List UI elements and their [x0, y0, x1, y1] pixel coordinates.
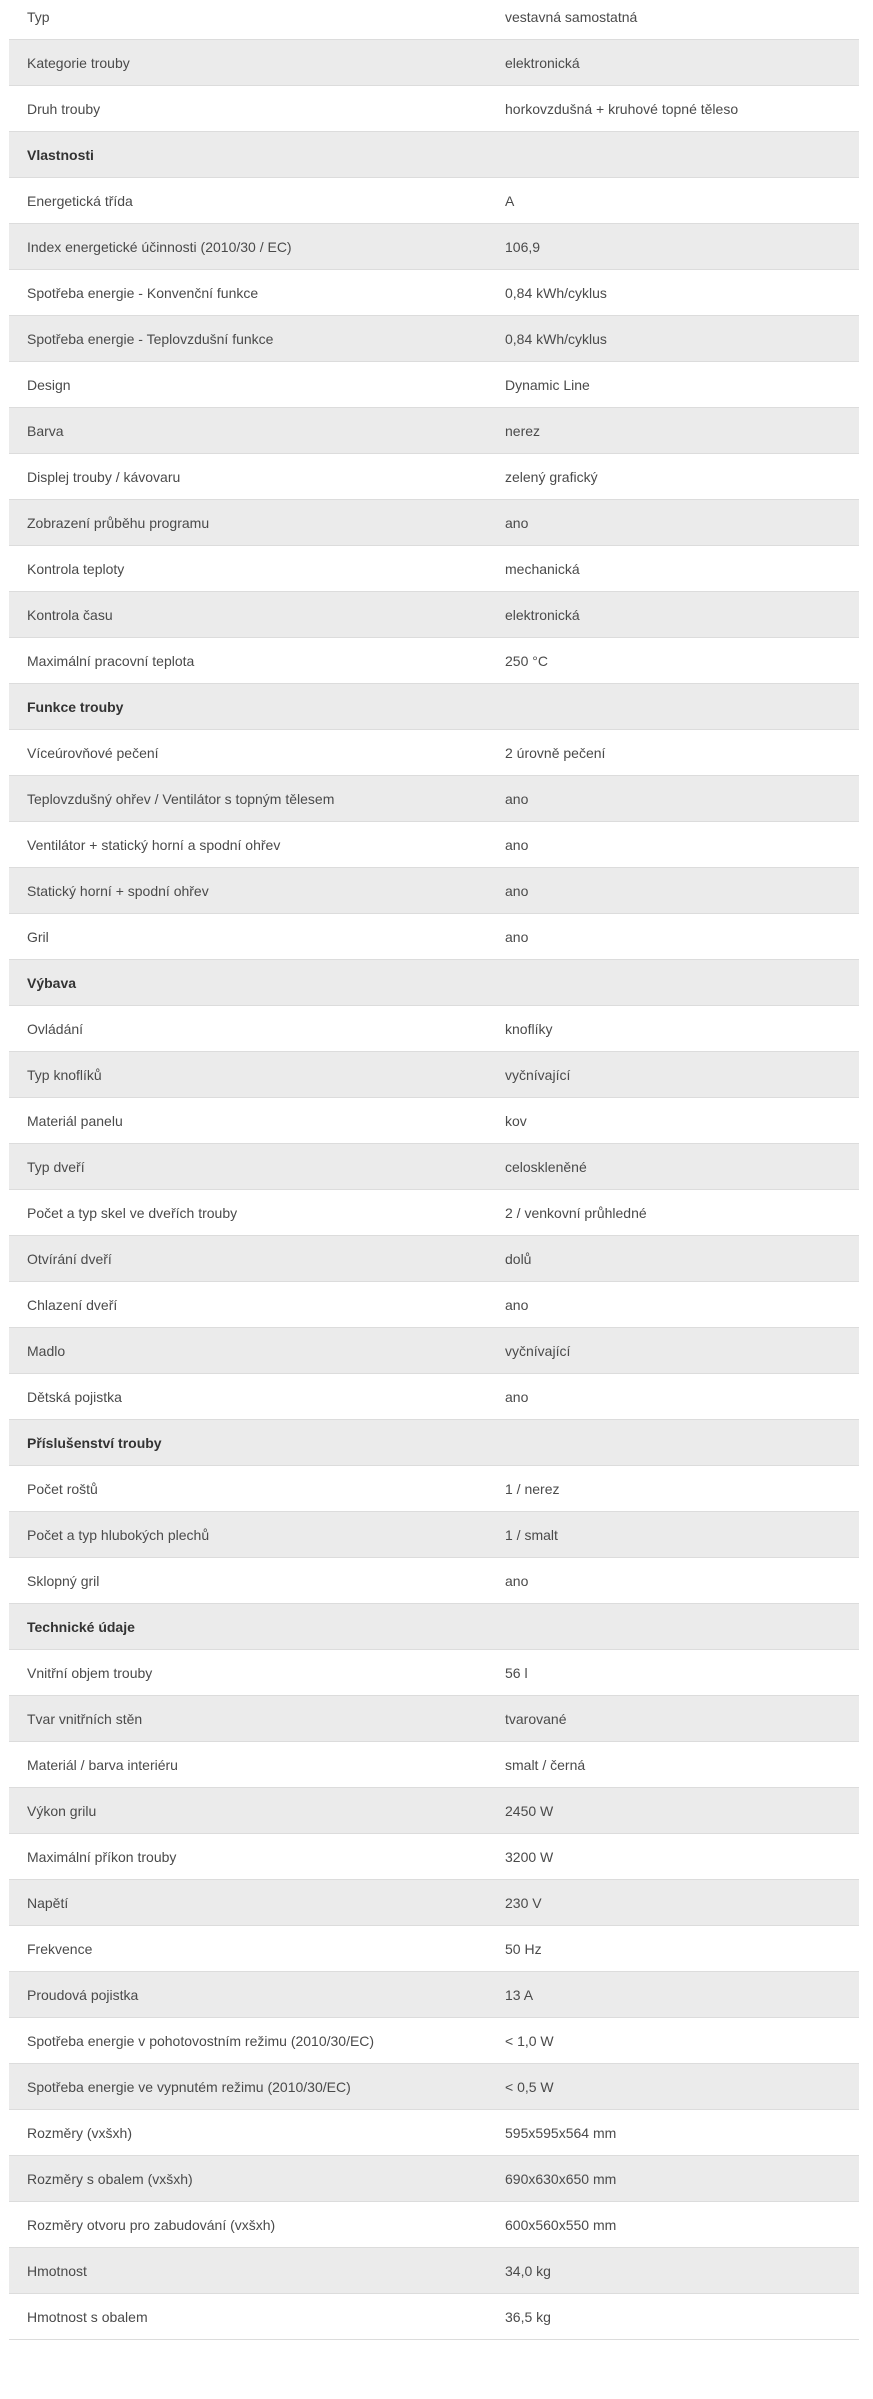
spec-row [9, 316, 859, 362]
spec-row [9, 776, 859, 822]
spec-row [9, 592, 859, 638]
spec-label: Maximální pracovní teplota [27, 652, 195, 669]
spec-value: 34,0 kg [505, 2262, 551, 2279]
spec-row [9, 1190, 859, 1236]
section-title: Technické údaje [27, 1618, 135, 1635]
spec-value: 250 °C [505, 652, 548, 669]
spec-row [9, 2156, 859, 2202]
spec-row [9, 1926, 859, 1972]
spec-label: Energetická třída [27, 192, 133, 209]
spec-value: ano [505, 1296, 529, 1313]
spec-row [9, 1144, 859, 1190]
spec-value: A [505, 192, 515, 209]
spec-row [9, 1650, 859, 1696]
spec-label: Napětí [27, 1894, 69, 1911]
spec-value: 3200 W [505, 1848, 554, 1865]
spec-value: 595x595x564 mm [505, 2124, 617, 2141]
spec-value: 36,5 kg [505, 2308, 551, 2325]
spec-row [9, 2248, 859, 2294]
spec-label: Design [27, 376, 71, 393]
section-header [9, 960, 859, 1006]
spec-label: Otvírání dveří [27, 1250, 112, 1267]
spec-row [9, 1466, 859, 1512]
spec-label: Spotřeba energie v pohotovostním režimu (2010/30/EC) [27, 2032, 375, 2049]
spec-row [9, 1834, 859, 1880]
spec-label: Rozměry otvoru pro zabudování (vxšxh) [27, 2216, 276, 2233]
spec-label: Víceúrovňové pečení [27, 744, 159, 761]
spec-value: ano [505, 514, 529, 531]
spec-row [9, 224, 859, 270]
spec-value: 1 / smalt [505, 1526, 558, 1543]
spec-row [9, 1098, 859, 1144]
section-header [9, 132, 859, 178]
spec-label: Druh trouby [27, 100, 101, 117]
spec-label: Spotřeba energie ve vypnutém režimu (2010/30/EC) [27, 2078, 351, 2095]
spec-value: ano [505, 928, 529, 945]
spec-value: vyčnívající [505, 1342, 571, 1359]
spec-label: Displej trouby / kávovaru [27, 468, 181, 485]
spec-label: Barva [27, 422, 64, 439]
spec-value: Dynamic Line [505, 376, 590, 393]
spec-label: Spotřeba energie - Teplovzdušní funkce [27, 330, 274, 347]
spec-label: Materiál / barva interiéru [27, 1756, 178, 1773]
spec-row [9, 1558, 859, 1604]
spec-value: elektronická [505, 54, 580, 71]
spec-label: Vnitřní objem trouby [27, 1664, 153, 1681]
spec-label: Statický horní + spodní ohřev [27, 882, 209, 899]
spec-row [9, 2294, 859, 2340]
spec-value: 2 / venkovní průhledné [505, 1204, 647, 1221]
spec-row [9, 2202, 859, 2248]
spec-value: dolů [505, 1250, 532, 1267]
spec-row [9, 914, 859, 960]
section-title: Příslušenství trouby [27, 1434, 162, 1451]
spec-value: 600x560x550 mm [505, 2216, 617, 2233]
spec-row [9, 454, 859, 500]
spec-label: Teplovzdušný ohřev / Ventilátor s topným tělesem [27, 790, 335, 807]
spec-label: Kontrola teploty [27, 560, 125, 577]
spec-value: 1 / nerez [505, 1480, 560, 1497]
spec-label: Chlazení dveří [27, 1296, 118, 1313]
spec-row [9, 408, 859, 454]
spec-label: Počet a typ skel ve dveřích trouby [27, 1204, 238, 1221]
spec-row [9, 2064, 859, 2110]
spec-value: vestavná samostatná [505, 9, 638, 25]
spec-value: nerez [505, 422, 541, 439]
spec-row [9, 1742, 859, 1788]
spec-label: Výkon grilu [27, 1802, 97, 1819]
spec-label: Počet a typ hlubokých plechů [27, 1526, 210, 1543]
section-title: Vlastnosti [27, 146, 94, 163]
spec-value: ano [505, 882, 529, 899]
spec-value: ano [505, 836, 529, 853]
spec-row [9, 86, 859, 132]
spec-value: 56 l [505, 1664, 528, 1681]
spec-row [9, 0, 859, 40]
spec-row [9, 40, 859, 86]
spec-row [9, 1328, 859, 1374]
spec-value: 106,9 [505, 238, 541, 255]
spec-value: < 1,0 W [505, 2032, 554, 2049]
spec-row [9, 1282, 859, 1328]
spec-value: horkovzdušná + kruhové topné těleso [505, 100, 739, 117]
spec-label: Tvar vnitřních stěn [27, 1710, 143, 1727]
spec-label: Typ [27, 9, 50, 25]
spec-row [9, 1788, 859, 1834]
spec-label: Kategorie trouby [27, 54, 130, 71]
spec-value: 2450 W [505, 1802, 554, 1819]
spec-label: Index energetické účinnosti (2010/30 / EC) [27, 238, 292, 255]
spec-label: Rozměry s obalem (vxšxh) [27, 2170, 193, 2187]
spec-value: tvarované [505, 1710, 567, 1727]
spec-row [9, 730, 859, 776]
spec-label: Rozměry (vxšxh) [27, 2124, 133, 2141]
spec-label: Materiál panelu [27, 1112, 123, 1129]
spec-row [9, 1052, 859, 1098]
spec-label: Typ knoflíků [27, 1066, 102, 1083]
spec-label: Sklopný gril [27, 1572, 100, 1589]
spec-value: 230 V [505, 1894, 542, 1911]
spec-row [9, 270, 859, 316]
spec-row [9, 638, 859, 684]
spec-row [9, 868, 859, 914]
spec-row [9, 500, 859, 546]
spec-row [9, 1696, 859, 1742]
spec-value: 0,84 kWh/cyklus [505, 330, 607, 347]
spec-label: Gril [27, 928, 49, 945]
spec-label: Dětská pojistka [27, 1388, 122, 1405]
spec-value: celoskleněné [505, 1158, 587, 1175]
spec-label: Maximální příkon trouby [27, 1848, 177, 1865]
section-header [9, 684, 859, 730]
spec-value: vyčnívající [505, 1066, 571, 1083]
spec-value: 0,84 kWh/cyklus [505, 284, 607, 301]
spec-table [9, 0, 859, 2340]
spec-row [9, 1006, 859, 1052]
spec-label: Počet roštů [27, 1480, 98, 1497]
spec-label: Spotřeba energie - Konvenční funkce [27, 284, 259, 301]
spec-value: 13 A [505, 1986, 534, 2003]
spec-row [9, 1236, 859, 1282]
spec-row [9, 178, 859, 224]
spec-value: 2 úrovně pečení [505, 744, 606, 761]
section-title: Funkce trouby [27, 698, 124, 715]
spec-label: Frekvence [27, 1940, 93, 1957]
spec-label: Kontrola času [27, 606, 113, 623]
section-title: Výbava [27, 974, 77, 991]
spec-value: 50 Hz [505, 1940, 542, 1957]
spec-value: < 0,5 W [505, 2078, 554, 2095]
spec-row [9, 2110, 859, 2156]
spec-row [9, 822, 859, 868]
spec-value: knoflíky [505, 1020, 553, 1037]
spec-value: 690x630x650 mm [505, 2170, 617, 2187]
section-header [9, 1420, 859, 1466]
spec-value: ano [505, 1572, 529, 1589]
spec-row [9, 546, 859, 592]
spec-row [9, 1880, 859, 1926]
spec-label: Typ dveří [27, 1158, 85, 1175]
spec-label: Hmotnost s obalem [27, 2308, 148, 2325]
spec-value: elektronická [505, 606, 580, 623]
spec-row [9, 1972, 859, 2018]
spec-value: zelený grafický [505, 468, 598, 485]
spec-value: smalt / černá [505, 1756, 586, 1773]
spec-value: kov [505, 1112, 527, 1129]
spec-row [9, 1374, 859, 1420]
spec-value: ano [505, 1388, 529, 1405]
spec-label: Ovládání [27, 1020, 84, 1037]
section-header [9, 1604, 859, 1650]
spec-row [9, 362, 859, 408]
spec-label: Madlo [27, 1342, 66, 1359]
spec-label: Proudová pojistka [27, 1986, 139, 2003]
spec-row [9, 1512, 859, 1558]
spec-label: Hmotnost [27, 2262, 87, 2279]
spec-value: ano [505, 790, 529, 807]
spec-value: mechanická [505, 560, 580, 577]
spec-label: Ventilátor + statický horní a spodní ohřev [27, 836, 281, 853]
spec-row [9, 2018, 859, 2064]
spec-label: Zobrazení průběhu programu [27, 514, 210, 531]
